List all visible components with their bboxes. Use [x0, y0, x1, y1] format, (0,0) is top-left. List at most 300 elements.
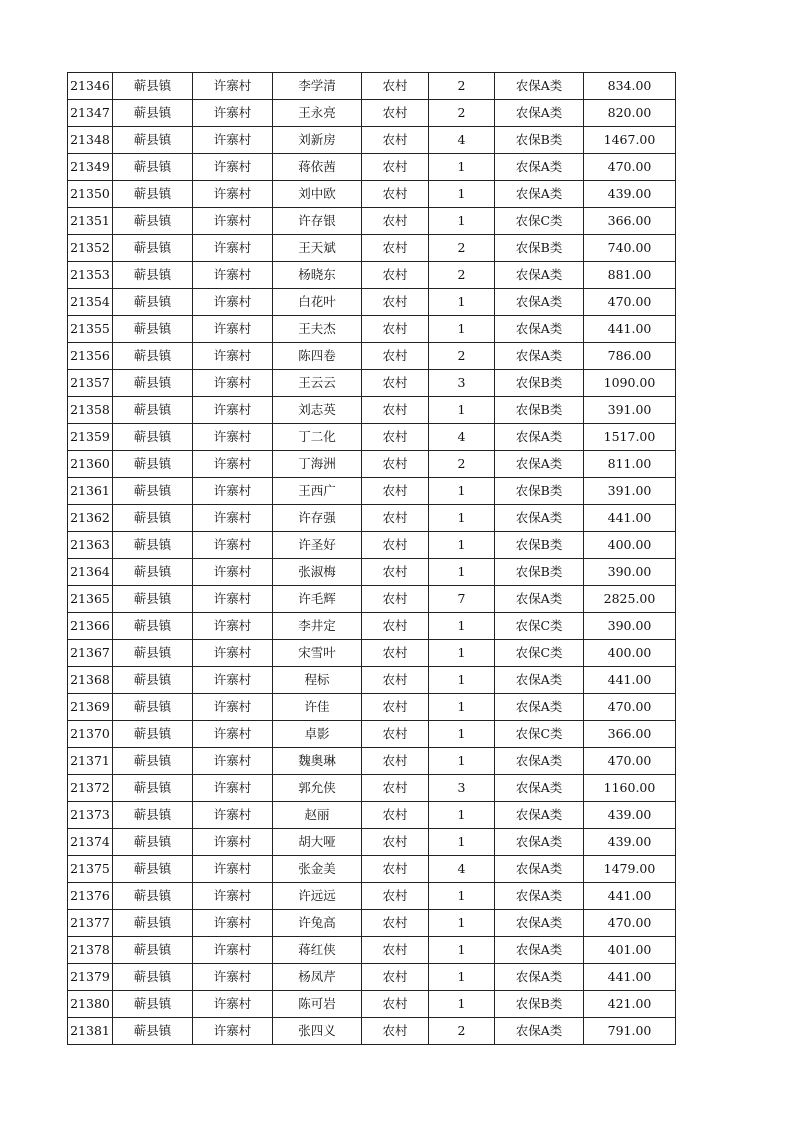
insurance-class-cell: 农保A类	[495, 775, 584, 802]
name-cell: 宋雪叶	[273, 640, 362, 667]
town-cell: 蕲县镇	[113, 775, 193, 802]
name-cell: 李学清	[273, 73, 362, 100]
insurance-class-cell: 农保B类	[495, 370, 584, 397]
amount-cell: 439.00	[584, 181, 676, 208]
name-cell: 王天斌	[273, 235, 362, 262]
household-size-cell: 3	[429, 370, 495, 397]
table-row	[68, 667, 676, 694]
area-type-cell: 农村	[362, 424, 429, 451]
area-type-cell: 农村	[362, 559, 429, 586]
name-cell: 魏奥琳	[273, 748, 362, 775]
insurance-class-cell: 农保C类	[495, 640, 584, 667]
area-type-cell: 农村	[362, 343, 429, 370]
record-id-cell: 21360	[68, 451, 113, 478]
name-cell: 蒋依茜	[273, 154, 362, 181]
table-row	[68, 991, 676, 1018]
town-cell: 蕲县镇	[113, 964, 193, 991]
amount-cell: 441.00	[584, 964, 676, 991]
area-type-cell: 农村	[362, 532, 429, 559]
household-size-cell: 2	[429, 235, 495, 262]
amount-cell: 881.00	[584, 262, 676, 289]
household-size-cell: 2	[429, 451, 495, 478]
table-row	[68, 154, 676, 181]
town-cell: 蕲县镇	[113, 235, 193, 262]
village-cell: 许寨村	[193, 100, 273, 127]
household-size-cell: 1	[429, 181, 495, 208]
household-size-cell: 1	[429, 559, 495, 586]
household-size-cell: 1	[429, 910, 495, 937]
household-size-cell: 1	[429, 883, 495, 910]
insurance-class-cell: 农保A类	[495, 181, 584, 208]
village-cell: 许寨村	[193, 694, 273, 721]
record-id-cell: 21379	[68, 964, 113, 991]
amount-cell: 470.00	[584, 910, 676, 937]
name-cell: 许佳	[273, 694, 362, 721]
village-cell: 许寨村	[193, 451, 273, 478]
village-cell: 许寨村	[193, 559, 273, 586]
area-type-cell: 农村	[362, 235, 429, 262]
town-cell: 蕲县镇	[113, 370, 193, 397]
town-cell: 蕲县镇	[113, 640, 193, 667]
record-id-cell: 21375	[68, 856, 113, 883]
amount-cell: 740.00	[584, 235, 676, 262]
record-id-cell: 21355	[68, 316, 113, 343]
record-id-cell: 21373	[68, 802, 113, 829]
insurance-class-cell: 农保A类	[495, 73, 584, 100]
household-size-cell: 1	[429, 208, 495, 235]
record-id-cell: 21351	[68, 208, 113, 235]
village-cell: 许寨村	[193, 1018, 273, 1045]
insurance-class-cell: 农保A类	[495, 1018, 584, 1045]
table-row	[68, 343, 676, 370]
area-type-cell: 农村	[362, 127, 429, 154]
table-row	[68, 640, 676, 667]
name-cell: 王永亮	[273, 100, 362, 127]
household-size-cell: 1	[429, 397, 495, 424]
insurance-class-cell: 农保C类	[495, 208, 584, 235]
area-type-cell: 农村	[362, 73, 429, 100]
record-id-cell: 21366	[68, 613, 113, 640]
record-id-cell: 21359	[68, 424, 113, 451]
household-size-cell: 1	[429, 667, 495, 694]
table-row	[68, 613, 676, 640]
amount-cell: 366.00	[584, 721, 676, 748]
insurance-class-cell: 农保A类	[495, 451, 584, 478]
table-row	[68, 424, 676, 451]
area-type-cell: 农村	[362, 1018, 429, 1045]
household-size-cell: 1	[429, 991, 495, 1018]
table-row	[68, 235, 676, 262]
records-table	[67, 72, 676, 1045]
name-cell: 许毛辉	[273, 586, 362, 613]
insurance-class-cell: 农保A类	[495, 316, 584, 343]
town-cell: 蕲县镇	[113, 100, 193, 127]
insurance-class-cell: 农保A类	[495, 262, 584, 289]
household-size-cell: 1	[429, 802, 495, 829]
village-cell: 许寨村	[193, 748, 273, 775]
record-id-cell: 21367	[68, 640, 113, 667]
table-row	[68, 748, 676, 775]
record-id-cell: 21371	[68, 748, 113, 775]
village-cell: 许寨村	[193, 478, 273, 505]
record-id-cell: 21349	[68, 154, 113, 181]
area-type-cell: 农村	[362, 586, 429, 613]
table-row	[68, 127, 676, 154]
area-type-cell: 农村	[362, 883, 429, 910]
record-id-cell: 21358	[68, 397, 113, 424]
amount-cell: 470.00	[584, 694, 676, 721]
table-row	[68, 100, 676, 127]
town-cell: 蕲县镇	[113, 127, 193, 154]
amount-cell: 390.00	[584, 559, 676, 586]
town-cell: 蕲县镇	[113, 829, 193, 856]
name-cell: 杨晓东	[273, 262, 362, 289]
amount-cell: 441.00	[584, 505, 676, 532]
amount-cell: 421.00	[584, 991, 676, 1018]
village-cell: 许寨村	[193, 289, 273, 316]
village-cell: 许寨村	[193, 856, 273, 883]
name-cell: 郭允侠	[273, 775, 362, 802]
insurance-class-cell: 农保A类	[495, 343, 584, 370]
town-cell: 蕲县镇	[113, 262, 193, 289]
amount-cell: 470.00	[584, 289, 676, 316]
record-id-cell: 21364	[68, 559, 113, 586]
town-cell: 蕲县镇	[113, 910, 193, 937]
name-cell: 赵丽	[273, 802, 362, 829]
household-size-cell: 2	[429, 1018, 495, 1045]
household-size-cell: 2	[429, 262, 495, 289]
village-cell: 许寨村	[193, 937, 273, 964]
area-type-cell: 农村	[362, 856, 429, 883]
amount-cell: 1160.00	[584, 775, 676, 802]
table-row	[68, 775, 676, 802]
village-cell: 许寨村	[193, 181, 273, 208]
table-body	[68, 73, 676, 1045]
household-size-cell: 1	[429, 289, 495, 316]
area-type-cell: 农村	[362, 910, 429, 937]
record-id-cell: 21381	[68, 1018, 113, 1045]
household-size-cell: 1	[429, 640, 495, 667]
amount-cell: 470.00	[584, 154, 676, 181]
name-cell: 刘新房	[273, 127, 362, 154]
record-id-cell: 21353	[68, 262, 113, 289]
name-cell: 许兔高	[273, 910, 362, 937]
name-cell: 刘志英	[273, 397, 362, 424]
village-cell: 许寨村	[193, 343, 273, 370]
table-row	[68, 721, 676, 748]
area-type-cell: 农村	[362, 991, 429, 1018]
town-cell: 蕲县镇	[113, 559, 193, 586]
town-cell: 蕲县镇	[113, 397, 193, 424]
insurance-class-cell: 农保A类	[495, 667, 584, 694]
insurance-class-cell: 农保A类	[495, 694, 584, 721]
household-size-cell: 1	[429, 505, 495, 532]
area-type-cell: 农村	[362, 208, 429, 235]
village-cell: 许寨村	[193, 829, 273, 856]
name-cell: 刘中欧	[273, 181, 362, 208]
town-cell: 蕲县镇	[113, 316, 193, 343]
amount-cell: 1517.00	[584, 424, 676, 451]
insurance-class-cell: 农保A类	[495, 586, 584, 613]
area-type-cell: 农村	[362, 937, 429, 964]
town-cell: 蕲县镇	[113, 613, 193, 640]
household-size-cell: 1	[429, 694, 495, 721]
amount-cell: 1479.00	[584, 856, 676, 883]
village-cell: 许寨村	[193, 910, 273, 937]
name-cell: 程标	[273, 667, 362, 694]
village-cell: 许寨村	[193, 586, 273, 613]
insurance-class-cell: 农保A类	[495, 883, 584, 910]
table-row	[68, 802, 676, 829]
area-type-cell: 农村	[362, 802, 429, 829]
village-cell: 许寨村	[193, 721, 273, 748]
record-id-cell: 21346	[68, 73, 113, 100]
household-size-cell: 7	[429, 586, 495, 613]
amount-cell: 470.00	[584, 748, 676, 775]
household-size-cell: 1	[429, 829, 495, 856]
table-row	[68, 883, 676, 910]
area-type-cell: 农村	[362, 316, 429, 343]
insurance-class-cell: 农保A类	[495, 964, 584, 991]
household-size-cell: 4	[429, 856, 495, 883]
table-row	[68, 910, 676, 937]
table-row	[68, 559, 676, 586]
amount-cell: 441.00	[584, 316, 676, 343]
name-cell: 丁二化	[273, 424, 362, 451]
table-row	[68, 289, 676, 316]
area-type-cell: 农村	[362, 667, 429, 694]
household-size-cell: 2	[429, 100, 495, 127]
insurance-class-cell: 农保A类	[495, 289, 584, 316]
record-id-cell: 21363	[68, 532, 113, 559]
village-cell: 许寨村	[193, 505, 273, 532]
insurance-class-cell: 农保B类	[495, 127, 584, 154]
town-cell: 蕲县镇	[113, 343, 193, 370]
insurance-class-cell: 农保A类	[495, 154, 584, 181]
village-cell: 许寨村	[193, 613, 273, 640]
household-size-cell: 4	[429, 127, 495, 154]
village-cell: 许寨村	[193, 235, 273, 262]
name-cell: 许圣好	[273, 532, 362, 559]
town-cell: 蕲县镇	[113, 856, 193, 883]
amount-cell: 1090.00	[584, 370, 676, 397]
area-type-cell: 农村	[362, 694, 429, 721]
insurance-class-cell: 农保B类	[495, 532, 584, 559]
record-id-cell: 21361	[68, 478, 113, 505]
record-id-cell: 21362	[68, 505, 113, 532]
insurance-class-cell: 农保B类	[495, 478, 584, 505]
table-row	[68, 856, 676, 883]
table-row	[68, 316, 676, 343]
household-size-cell: 2	[429, 73, 495, 100]
table-row	[68, 964, 676, 991]
insurance-class-cell: 农保A类	[495, 505, 584, 532]
village-cell: 许寨村	[193, 802, 273, 829]
amount-cell: 786.00	[584, 343, 676, 370]
amount-cell: 400.00	[584, 640, 676, 667]
record-id-cell: 21352	[68, 235, 113, 262]
name-cell: 张金美	[273, 856, 362, 883]
town-cell: 蕲县镇	[113, 478, 193, 505]
record-id-cell: 21378	[68, 937, 113, 964]
record-id-cell: 21380	[68, 991, 113, 1018]
village-cell: 许寨村	[193, 127, 273, 154]
amount-cell: 391.00	[584, 478, 676, 505]
area-type-cell: 农村	[362, 505, 429, 532]
town-cell: 蕲县镇	[113, 505, 193, 532]
area-type-cell: 农村	[362, 262, 429, 289]
area-type-cell: 农村	[362, 370, 429, 397]
insurance-class-cell: 农保A类	[495, 856, 584, 883]
village-cell: 许寨村	[193, 640, 273, 667]
village-cell: 许寨村	[193, 397, 273, 424]
town-cell: 蕲县镇	[113, 73, 193, 100]
table-row	[68, 478, 676, 505]
village-cell: 许寨村	[193, 775, 273, 802]
table-row	[68, 262, 676, 289]
record-id-cell: 21374	[68, 829, 113, 856]
amount-cell: 439.00	[584, 829, 676, 856]
record-id-cell: 21376	[68, 883, 113, 910]
table-row	[68, 181, 676, 208]
record-id-cell: 21356	[68, 343, 113, 370]
amount-cell: 2825.00	[584, 586, 676, 613]
village-cell: 许寨村	[193, 316, 273, 343]
name-cell: 王云云	[273, 370, 362, 397]
insurance-class-cell: 农保C类	[495, 721, 584, 748]
insurance-class-cell: 农保B类	[495, 397, 584, 424]
record-id-cell: 21357	[68, 370, 113, 397]
village-cell: 许寨村	[193, 424, 273, 451]
town-cell: 蕲县镇	[113, 532, 193, 559]
household-size-cell: 2	[429, 343, 495, 370]
town-cell: 蕲县镇	[113, 694, 193, 721]
household-size-cell: 1	[429, 154, 495, 181]
name-cell: 许远远	[273, 883, 362, 910]
town-cell: 蕲县镇	[113, 748, 193, 775]
name-cell: 李井定	[273, 613, 362, 640]
name-cell: 许存银	[273, 208, 362, 235]
village-cell: 许寨村	[193, 154, 273, 181]
amount-cell: 439.00	[584, 802, 676, 829]
table-row	[68, 370, 676, 397]
household-size-cell: 1	[429, 721, 495, 748]
name-cell: 胡大哑	[273, 829, 362, 856]
town-cell: 蕲县镇	[113, 991, 193, 1018]
record-id-cell: 21369	[68, 694, 113, 721]
area-type-cell: 农村	[362, 613, 429, 640]
name-cell: 丁海洲	[273, 451, 362, 478]
area-type-cell: 农村	[362, 154, 429, 181]
name-cell: 卓影	[273, 721, 362, 748]
name-cell: 陈可岩	[273, 991, 362, 1018]
amount-cell: 401.00	[584, 937, 676, 964]
amount-cell: 366.00	[584, 208, 676, 235]
area-type-cell: 农村	[362, 721, 429, 748]
record-id-cell: 21368	[68, 667, 113, 694]
area-type-cell: 农村	[362, 775, 429, 802]
household-size-cell: 4	[429, 424, 495, 451]
amount-cell: 400.00	[584, 532, 676, 559]
town-cell: 蕲县镇	[113, 451, 193, 478]
name-cell: 许存强	[273, 505, 362, 532]
household-size-cell: 1	[429, 748, 495, 775]
amount-cell: 820.00	[584, 100, 676, 127]
area-type-cell: 农村	[362, 478, 429, 505]
record-id-cell: 21372	[68, 775, 113, 802]
town-cell: 蕲县镇	[113, 721, 193, 748]
name-cell: 杨凤芹	[273, 964, 362, 991]
town-cell: 蕲县镇	[113, 208, 193, 235]
record-id-cell: 21365	[68, 586, 113, 613]
table-row	[68, 694, 676, 721]
name-cell: 王夫杰	[273, 316, 362, 343]
name-cell: 张淑梅	[273, 559, 362, 586]
amount-cell: 1467.00	[584, 127, 676, 154]
town-cell: 蕲县镇	[113, 289, 193, 316]
amount-cell: 391.00	[584, 397, 676, 424]
household-size-cell: 1	[429, 937, 495, 964]
record-id-cell: 21350	[68, 181, 113, 208]
table-row	[68, 829, 676, 856]
insurance-class-cell: 农保A类	[495, 910, 584, 937]
table-row	[68, 1018, 676, 1045]
town-cell: 蕲县镇	[113, 802, 193, 829]
insurance-class-cell: 农保A类	[495, 937, 584, 964]
village-cell: 许寨村	[193, 208, 273, 235]
area-type-cell: 农村	[362, 964, 429, 991]
insurance-class-cell: 农保A类	[495, 100, 584, 127]
table-row	[68, 586, 676, 613]
town-cell: 蕲县镇	[113, 181, 193, 208]
amount-cell: 834.00	[584, 73, 676, 100]
household-size-cell: 1	[429, 316, 495, 343]
village-cell: 许寨村	[193, 991, 273, 1018]
table-row	[68, 208, 676, 235]
village-cell: 许寨村	[193, 532, 273, 559]
area-type-cell: 农村	[362, 181, 429, 208]
household-size-cell: 3	[429, 775, 495, 802]
record-id-cell: 21347	[68, 100, 113, 127]
town-cell: 蕲县镇	[113, 937, 193, 964]
insurance-class-cell: 农保C类	[495, 613, 584, 640]
town-cell: 蕲县镇	[113, 424, 193, 451]
name-cell: 白花叶	[273, 289, 362, 316]
household-size-cell: 1	[429, 964, 495, 991]
name-cell: 陈四卷	[273, 343, 362, 370]
household-size-cell: 1	[429, 478, 495, 505]
town-cell: 蕲县镇	[113, 154, 193, 181]
insurance-class-cell: 农保A类	[495, 802, 584, 829]
insurance-class-cell: 农保B类	[495, 235, 584, 262]
record-id-cell: 21354	[68, 289, 113, 316]
village-cell: 许寨村	[193, 262, 273, 289]
town-cell: 蕲县镇	[113, 586, 193, 613]
table-row	[68, 451, 676, 478]
village-cell: 许寨村	[193, 667, 273, 694]
amount-cell: 811.00	[584, 451, 676, 478]
table-row	[68, 397, 676, 424]
town-cell: 蕲县镇	[113, 1018, 193, 1045]
area-type-cell: 农村	[362, 397, 429, 424]
insurance-class-cell: 农保B类	[495, 991, 584, 1018]
name-cell: 蒋红侠	[273, 937, 362, 964]
area-type-cell: 农村	[362, 829, 429, 856]
village-cell: 许寨村	[193, 964, 273, 991]
amount-cell: 441.00	[584, 883, 676, 910]
area-type-cell: 农村	[362, 100, 429, 127]
amount-cell: 390.00	[584, 613, 676, 640]
